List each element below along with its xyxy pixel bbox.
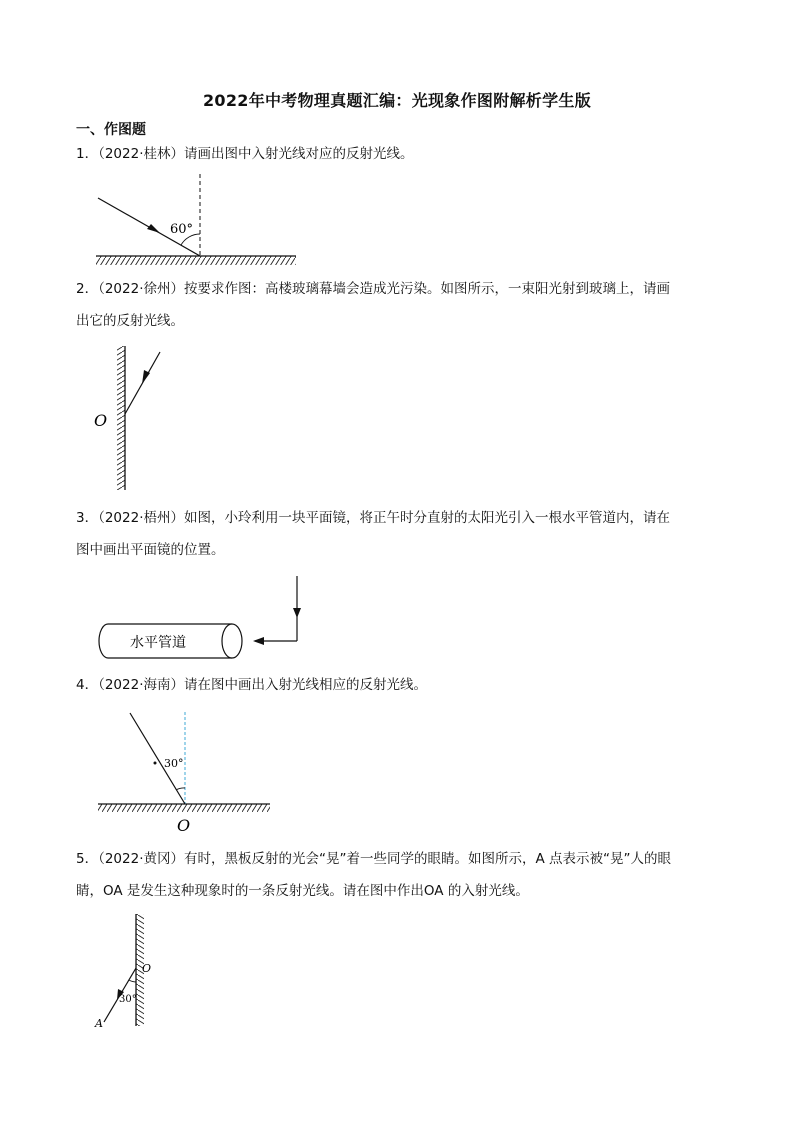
question-text: 按要求作图：高楼玻璃幕墙会造成光污染。如图所示，一束阳光射到玻璃上，请画	[184, 281, 670, 297]
angle-label: 60°	[170, 222, 194, 237]
angle-label: 30°	[164, 757, 184, 770]
question-4	[76, 669, 726, 701]
question-source: （2022·黄冈）	[98, 851, 184, 867]
figure-3-pipe	[90, 572, 310, 667]
point-label-o: O	[177, 816, 191, 835]
arrow-down-icon	[293, 608, 301, 618]
question-3	[76, 502, 726, 566]
section-heading: 一、作图题	[76, 122, 146, 138]
question-source: （2022·徐州）	[98, 281, 184, 297]
question-text-cont: 出它的反射光线。	[76, 313, 184, 329]
angle-arc	[129, 980, 136, 982]
question-number: 1．	[76, 146, 99, 162]
page-title: 2022年中考物理真题汇编：光现象作图附解析学生版	[202, 91, 592, 110]
question-text: 请画出图中入射光线对应的反射光线。	[184, 146, 414, 162]
question-5	[76, 843, 726, 907]
question-text-cont: 睛，OA 是发生这种现象时的一条反射光线。请在图中作出OA 的入射光线。	[76, 883, 529, 899]
pipe-label: 水平管道	[130, 635, 186, 651]
question-text: 请在图中画出入射光线相应的反射光线。	[184, 677, 427, 693]
question-2	[76, 273, 726, 337]
point-label-a: A	[95, 1017, 103, 1030]
angle-label: 30°	[119, 994, 137, 1005]
figure-4-reflection	[92, 708, 282, 836]
question-number: 5．	[76, 851, 99, 867]
question-text: 有时，黑板反射的光会“晃”着一些同学的眼睛。如图所示，A 点表示被“晃”人的眼	[184, 851, 672, 867]
question-source: （2022·梧州）	[98, 510, 184, 526]
figure-1-reflection	[90, 170, 305, 270]
figure-5-blackboard	[90, 910, 170, 1032]
question-number: 2．	[76, 281, 99, 297]
arrow-left-icon	[253, 637, 264, 645]
question-1	[76, 138, 726, 170]
question-source: （2022·海南）	[98, 677, 184, 693]
mirror-surface	[96, 256, 296, 265]
question-number: 3．	[76, 510, 99, 526]
point-label-o: O	[142, 962, 152, 975]
arrow-icon	[147, 224, 160, 233]
glass-wall	[117, 346, 125, 490]
question-source: （2022·桂林）	[98, 146, 184, 162]
arrow-icon	[154, 762, 157, 765]
question-text: 如图，小玲利用一块平面镜，将正午时分直射的太阳光引入一根水平管道内，请在	[184, 510, 670, 526]
question-number: 4．	[76, 677, 99, 693]
point-label-o: O	[94, 411, 108, 430]
mirror-surface	[98, 804, 270, 812]
angle-arc	[176, 788, 185, 790]
question-text-cont: 图中画出平面镜的位置。	[76, 542, 225, 558]
figure-2-glass-wall	[90, 342, 180, 494]
